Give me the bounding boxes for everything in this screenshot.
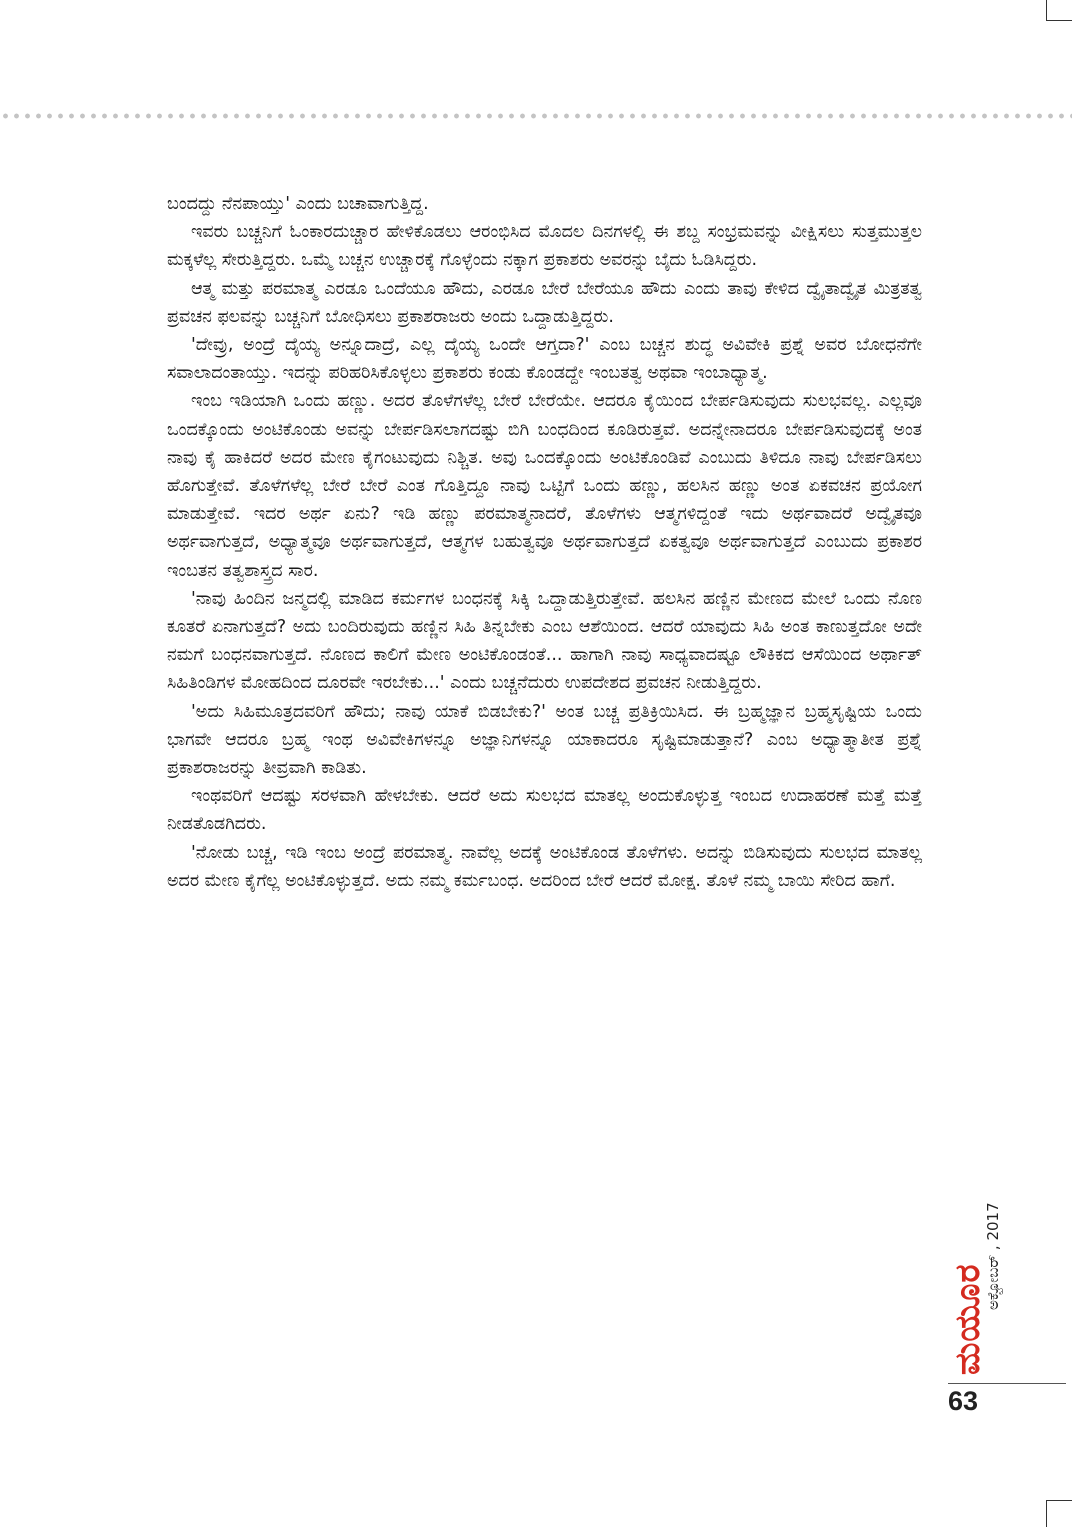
page-number: 63	[948, 1386, 979, 1416]
paragraph: ಇವರು ಬಚ್ಚನಿಗೆ ಓಂಕಾರದುಚ್ಚಾರ ಹೇಳಿಕೊಡಲು ಆರಂಭಿಸಿದ ಮೊದಲ ದಿನಗಳಲ್ಲಿ ಈ ಶಬ್ದ ಸಂಭ್ರಮವನ್ನು ವೀಕ್ಷಿಸಲು ಸುತ್ತಮುತ್ತಲ ಮಕ್ಕಳೆಲ್ಲ ಸೇರುತ್ತಿದ್ದರು. ಒಮ್ಮೆ ಬಚ್ಚನ ಉಚ್ಚಾರಕ್ಕೆ ಗೊಳ್ಳೆಂದು ನಕ್ಕಾಗ ಪ್ರಕಾಶರು ಅವರನ್ನು ಬೈದು ಓಡಿಸಿದ್ದರು.	[167, 222, 922, 271]
paragraph: ಬಂದದ್ದು ನೆನಪಾಯ್ತು' ಎಂದು ಬಚಾವಾಗುತ್ತಿದ್ದ.	[167, 194, 429, 214]
article-body	[167, 190, 922, 895]
magazine-logo: ಮಯೂರ	[948, 1263, 988, 1375]
paragraph: ಆತ್ಮ ಮತ್ತು ಪರಮಾತ್ಮ ಎರಡೂ ಒಂದೆಯೂ ಹೌದು, ಎರಡೂ ಬೇರೆ ಬೇರೆಯೂ ಹೌದು ಎಂದು ತಾವು ಕೇಳಿದ ದ್ವೈತಾದ್ವೈತ ಮಿತ್ರತತ್ವ ಪ್ರವಚನ ಫಲವನ್ನು ಬಚ್ಚನಿಗೆ ಬೋಧಿಸಲು ಪ್ರಕಾಶರಾಜರು ಅಂದು ಒದ್ದಾಡುತ್ತಿದ್ದರು.	[167, 278, 922, 327]
magazine-side-brand	[948, 1040, 1048, 1375]
footer-rule	[948, 1383, 1066, 1384]
crop-mark-bottom-right	[1046, 1500, 1072, 1527]
paragraph: 'ನೋಡು ಬಚ್ಚ, ಇಡಿ ಇಂಬ ಅಂದ್ರೆ ಪರಮಾತ್ಮ. ನಾವೆಲ್ಲ ಅದಕ್ಕೆ ಅಂಟಿಕೊಂಡ ತೊಳೆಗಳು. ಅದನ್ನು ಬಿಡಿಸುವುದು ಸುಲಭದ ಮಾತಲ್ಲ ಅದರ ಮೇಣ ಕೈಗೆಲ್ಲ ಅಂಟಿಕೊಳ್ಳುತ್ತದೆ. ಅದು ನಮ್ಮ ಕರ್ಮಬಂಧ. ಅದರಿಂದ ಬೇರೆ ಆದರೆ ಮೋಕ್ಷ. ತೊಳೆ ನಮ್ಮ ಬಾಯಿ ಸೇರಿದ ಹಾಗೆ.	[167, 842, 922, 891]
paragraph: ಇಂಥವರಿಗೆ ಆದಷ್ಟು ಸರಳವಾಗಿ ಹೇಳಬೇಕು. ಆದರೆ ಅದು ಸುಲಭದ ಮಾತಲ್ಲ ಅಂದುಕೊಳ್ಳುತ್ತ ಇಂಬದ ಉದಾಹರಣೆ ಮತ್ತೆ ಮತ್ತೆ ನೀಡತೊಡಗಿದರು.	[167, 786, 922, 835]
paragraph: ಇಂಬ ಇಡಿಯಾಗಿ ಒಂದು ಹಣ್ಣು. ಅದರ ತೊಳೆಗಳೆಲ್ಲ ಬೇರೆ ಬೇರೆಯೇ. ಆದರೂ ಕೈಯಿಂದ ಬೇರ್ಪಡಿಸುವುದು ಸುಲಭವಲ್ಲ. ಎಲ್ಲವೂ ಒಂದಕ್ಕೊಂದು ಅಂಟಿಕೊಂಡು ಅವನ್ನು ಬೇರ್ಪಡಿಸಲಾಗದಷ್ಟು ಬಿಗಿ ಬಂಧದಿಂದ ಕೂಡಿರುತ್ತವೆ. ಅದನ್ನೇನಾದರೂ ಬೇರ್ಪಡಿಸುವುದಕ್ಕೆ ಅಂತ ನಾವು ಕೈ ಹಾಕಿದರೆ ಅದರ ಮೇಣ ಕೈಗಂಟುವುದು ನಿಶ್ಚಿತ. ಅವು ಒಂದಕ್ಕೊಂದು ಅಂಟಿಕೊಂಡಿವೆ ಎಂಬುದು ತಿಳಿದೂ ನಾವು ಬೇರ್ಪಡಿಸಲು ಹೊಗುತ್ತೇವೆ. ತೊಳೆಗಳೆಲ್ಲ ಬೇರೆ ಬೇರೆ ಎಂತ ಗೊತ್ತಿದ್ದೂ ನಾವು ಒಟ್ಟಿಗೆ ಒಂದು ಹಣ್ಣು, ಹಲಸಿನ ಹಣ್ಣು ಅಂತ ಏಕವಚನ ಪ್ರಯೋಗ ಮಾಡುತ್ತೇವೆ. ಇದರ ಅರ್ಥ ಏನು? ಇಡಿ ಹಣ್ಣು ಪರಮಾತ್ಮನಾದರೆ, ತೊಳೆಗಳು ಆತ್ಮಗಳಿದ್ದಂತೆ ಇದು ಅರ್ಥವಾದರೆ ಅದ್ವೈತವೂ ಅರ್ಥವಾಗುತ್ತದೆ, ಅಧ್ಯಾತ್ಮವೂ ಅರ್ಥವಾಗುತ್ತದೆ, ಆತ್ಮಗಳ ಬಹುತ್ವವೂ ಅರ್ಥವಾಗುತ್ತದೆ ಏಕತ್ವವೂ ಅರ್ಥವಾಗುತ್ತದೆ ಎಂಬುದು ಪ್ರಕಾಶರ ಇಂಬತನ ತತ್ವಶಾಸ್ತ್ರದ ಸಾರ.	[167, 391, 922, 581]
paragraph: 'ದೇವ್ರು, ಅಂದ್ರೆ ದೈಯ್ಯ ಅನ್ನೂದಾದ್ರೆ, ಎಲ್ಲ ದೈಯ್ಯ ಒಂದೇ ಆಗ್ತದಾ?' ಎಂಬ ಬಚ್ಚನ ಶುದ್ಧ ಅವಿವೇಕಿ ಪ್ರಶ್ನೆ ಅವರ ಬೋಧನೆಗೇ ಸವಾಲಾದಂತಾಯ್ತು. ಇದನ್ನು ಪರಿಹರಿಸಿಕೊಳ್ಳಲು ಪ್ರಕಾಶರು ಕಂಡು ಕೊಂಡದ್ದೇ ಇಂಬತತ್ವ ಅಥವಾ ಇಂಬಾಧ್ಯಾತ್ಮ.	[167, 335, 922, 384]
paragraph: 'ಅದು ಸಿಹಿಮೂತ್ರದವರಿಗೆ ಹೌದು; ನಾವು ಯಾಕೆ ಬಿಡಬೇಕು?' ಅಂತ ಬಚ್ಚ ಪ್ರತಿಕ್ರಿಯಿಸಿದ. ಈ ಬ್ರಹ್ಮಜ್ಞಾನ ಬ್ರಹ್ಮಸೃಷ್ಟಿಯ ಒಂದು ಭಾಗವೇ ಆದರೂ ಬ್ರಹ್ಮ ಇಂಥ ಅವಿವೇಕಿಗಳನ್ನೂ ಅಜ್ಞಾನಿಗಳನ್ನೂ ಯಾಕಾದರೂ ಸೃಷ್ಟಿಮಾಡುತ್ತಾನೆ? ಎಂಬ ಅಧ್ಯಾತ್ಮಾತೀತ ಪ್ರಶ್ನೆ ಪ್ರಕಾಶರಾಜರನ್ನು ತೀವ್ರವಾಗಿ ಕಾಡಿತು.	[167, 701, 922, 779]
crop-mark-top-right	[1046, 0, 1072, 21]
dotted-header-rule	[0, 112, 1072, 120]
issue-date: ಅಕ್ಟೋಬರ್ , 2017	[984, 1202, 1002, 1310]
paragraph: 'ನಾವು ಹಿಂದಿನ ಜನ್ಮದಲ್ಲಿ ಮಾಡಿದ ಕರ್ಮಗಳ ಬಂಧನಕ್ಕೆ ಸಿಕ್ಕಿ ಒದ್ದಾಡುತ್ತಿರುತ್ತೇವೆ. ಹಲಸಿನ ಹಣ್ಣಿನ ಮೇಣದ ಮೇಲೆ ಒಂದು ನೊಣ ಕೂತರೆ ಏನಾಗುತ್ತದೆ? ಅದು ಬಂದಿರುವುದು ಹಣ್ಣಿನ ಸಿಹಿ ತಿನ್ನಬೇಕು ಎಂಬ ಆಶೆಯಿಂದ. ಆದರೆ ಯಾವುದು ಸಿಹಿ ಅಂತ ಕಾಣುತ್ತದೋ ಅದೇ ನಮಗೆ ಬಂಧನವಾಗುತ್ತದೆ. ನೊಣದ ಕಾಲಿಗೆ ಮೇಣ ಅಂಟಿಕೊಂಡಂತೆ... ಹಾಗಾಗಿ ನಾವು ಸಾಧ್ಯವಾದಷ್ಟೂ ಲೌಕಿಕದ ಆಸೆಯಿಂದ ಅರ್ಥಾತ್ ಸಿಹಿತಿಂಡಿಗಳ ಮೋಹದಿಂದ ದೂರವೇ ಇರಬೇಕು...' ಎಂದು ಬಚ್ಚನೆದುರು ಉಪದೇಶದ ಪ್ರವಚನ ನೀಡುತ್ತಿದ್ದರು.	[167, 588, 922, 694]
